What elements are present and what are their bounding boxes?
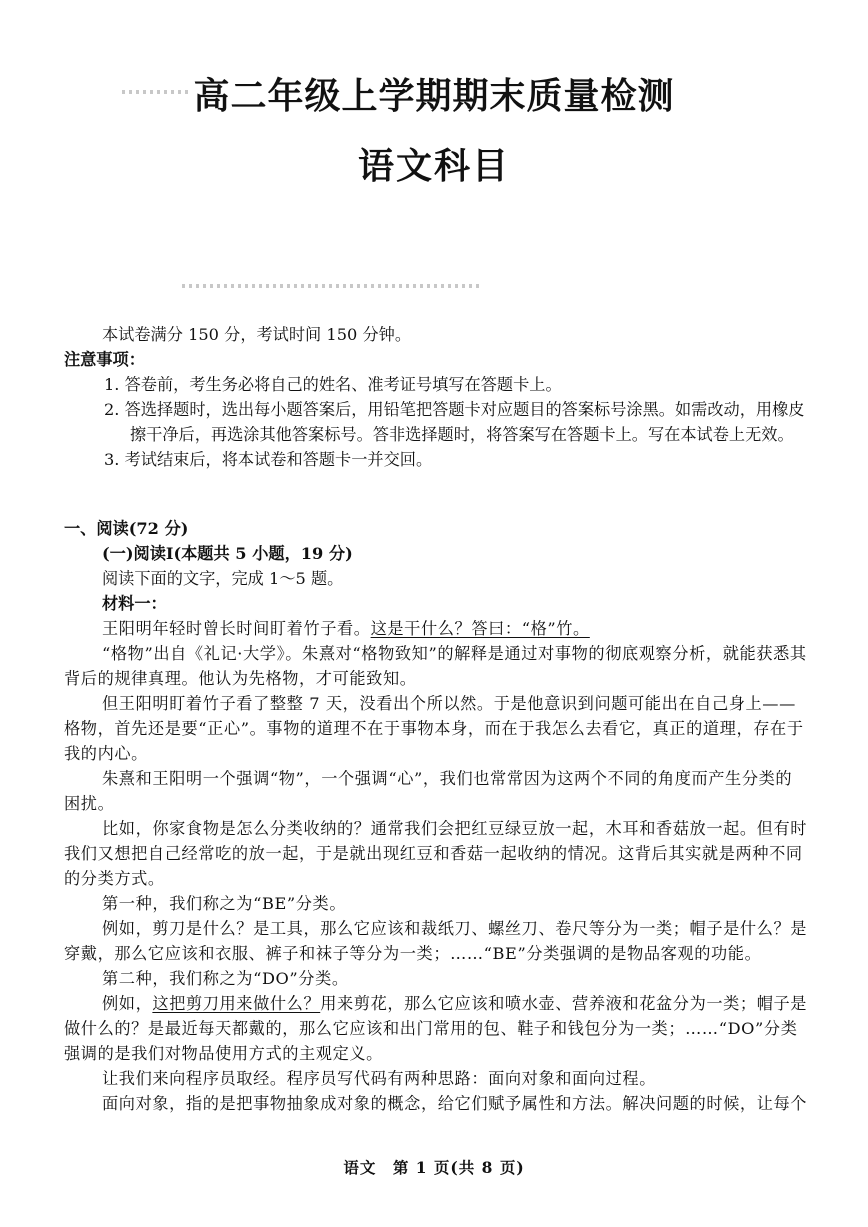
passage-paragraph: 朱熹和王阳明一个强调“物”，一个强调“心”，我们也常常因为这两个不同的角度而产生分类的困扰。 [64, 769, 793, 813]
notice-item: 3. 考试结束后，将本试卷和答题卡一并交回。 [104, 450, 433, 469]
material-label: 材料一： [102, 594, 167, 613]
subject-title: 语文科目 [357, 145, 510, 187]
subsection-heading: (一)阅读Ⅰ(本题共 5 小题，19 分) [102, 544, 353, 563]
passage-text: 例如， [102, 994, 153, 1013]
exam-content [64, 322, 808, 1116]
section-heading: 一、阅读(72 分) [64, 519, 189, 538]
passage-paragraph: 让我们来向程序员取经。程序员写代码有两种思路：面向对象和面向过程。 [102, 1069, 656, 1088]
passage-paragraph: 但王阳明盯着竹子看了整整 7 天，没看出个所以然。于是他意识到问题可能出在自己身上——格物，首先还是要“正心”。事物的道理不在于事物本身，而在于我怎么去看它，真正的道理，存在于我的内心。 [64, 694, 804, 763]
reading-instruction: 阅读下面的文字，完成 1～5 题。 [102, 569, 344, 588]
passage-paragraph: 第二种，我们称之为“DO”分类。 [102, 969, 349, 988]
exam-intro: 本试卷满分 150 分，考试时间 150 分钟。 [102, 325, 411, 344]
notice-heading: 注意事项： [64, 350, 145, 369]
page-footer: 语文 第 1 页(共 8 页) [343, 1158, 525, 1177]
underlined-text: 这是干什么？答曰：“格”竹。 [370, 619, 590, 638]
underlined-text: 这把剪刀用来做什么？ [152, 994, 321, 1013]
passage-paragraph [64, 991, 808, 1066]
notice-item: 2. 答选择题时，选出每小题答案后，用铅笔把答题卡对应题目的答案标号涂黑。如需改动，用橡皮擦干净后，再选涂其他答案标号。答非选择题时，将答案写在答题卡上。写在本试卷上无效。 [104, 400, 805, 444]
passage-paragraph: 比如，你家食物是怎么分类收纳的？通常我们会把红豆绿豆放一起，木耳和香菇放一起。但有时我们又想把自己经常吃的放一起，于是就出现红豆和香菇一起收纳的情况。这背后其实就是两种不同的分类方式。 [64, 819, 808, 888]
passage-paragraph: “格物”出自《礼记·大学》。朱熹对“格物致知”的解释是通过对事物的彻底观察分析，就能获悉其背后的规律真理。他认为先格物，才可能致知。 [64, 644, 807, 688]
passage-paragraph [64, 616, 808, 641]
passage-text: 王阳明年轻时曾长时间盯着竹子看。 [102, 619, 371, 638]
exam-title: 高二年级上学期期末质量检测 [193, 75, 675, 117]
passage-text: 用来剪花，那么它应该和喷水壶、营养液和花盆分为一类；帽子是做什么的？是最近每天都戴的，那么它应该和出门常用的包、鞋子和钱包分为一类；……“DO”分类强调的是我们对物品使用方式的主观定义。 [64, 994, 808, 1063]
scan-artifact [182, 284, 482, 288]
scan-artifact [122, 90, 192, 94]
passage-paragraph: 面向对象，指的是把事物抽象成对象的概念，给它们赋予属性和方法。解决问题的时候，让每个 [102, 1094, 808, 1113]
notice-item: 1. 答卷前，考生务必将自己的姓名、准考证号填写在答题卡上。 [104, 375, 562, 394]
passage-paragraph: 例如，剪刀是什么？是工具，那么它应该和裁纸刀、螺丝刀、卷尺等分为一类；帽子是什么？是穿戴，那么它应该和衣服、裤子和袜子等分为一类；……“BE”分类强调的是物品客观的功能。 [64, 919, 808, 963]
passage-paragraph: 第一种，我们称之为“BE”分类。 [102, 894, 347, 913]
